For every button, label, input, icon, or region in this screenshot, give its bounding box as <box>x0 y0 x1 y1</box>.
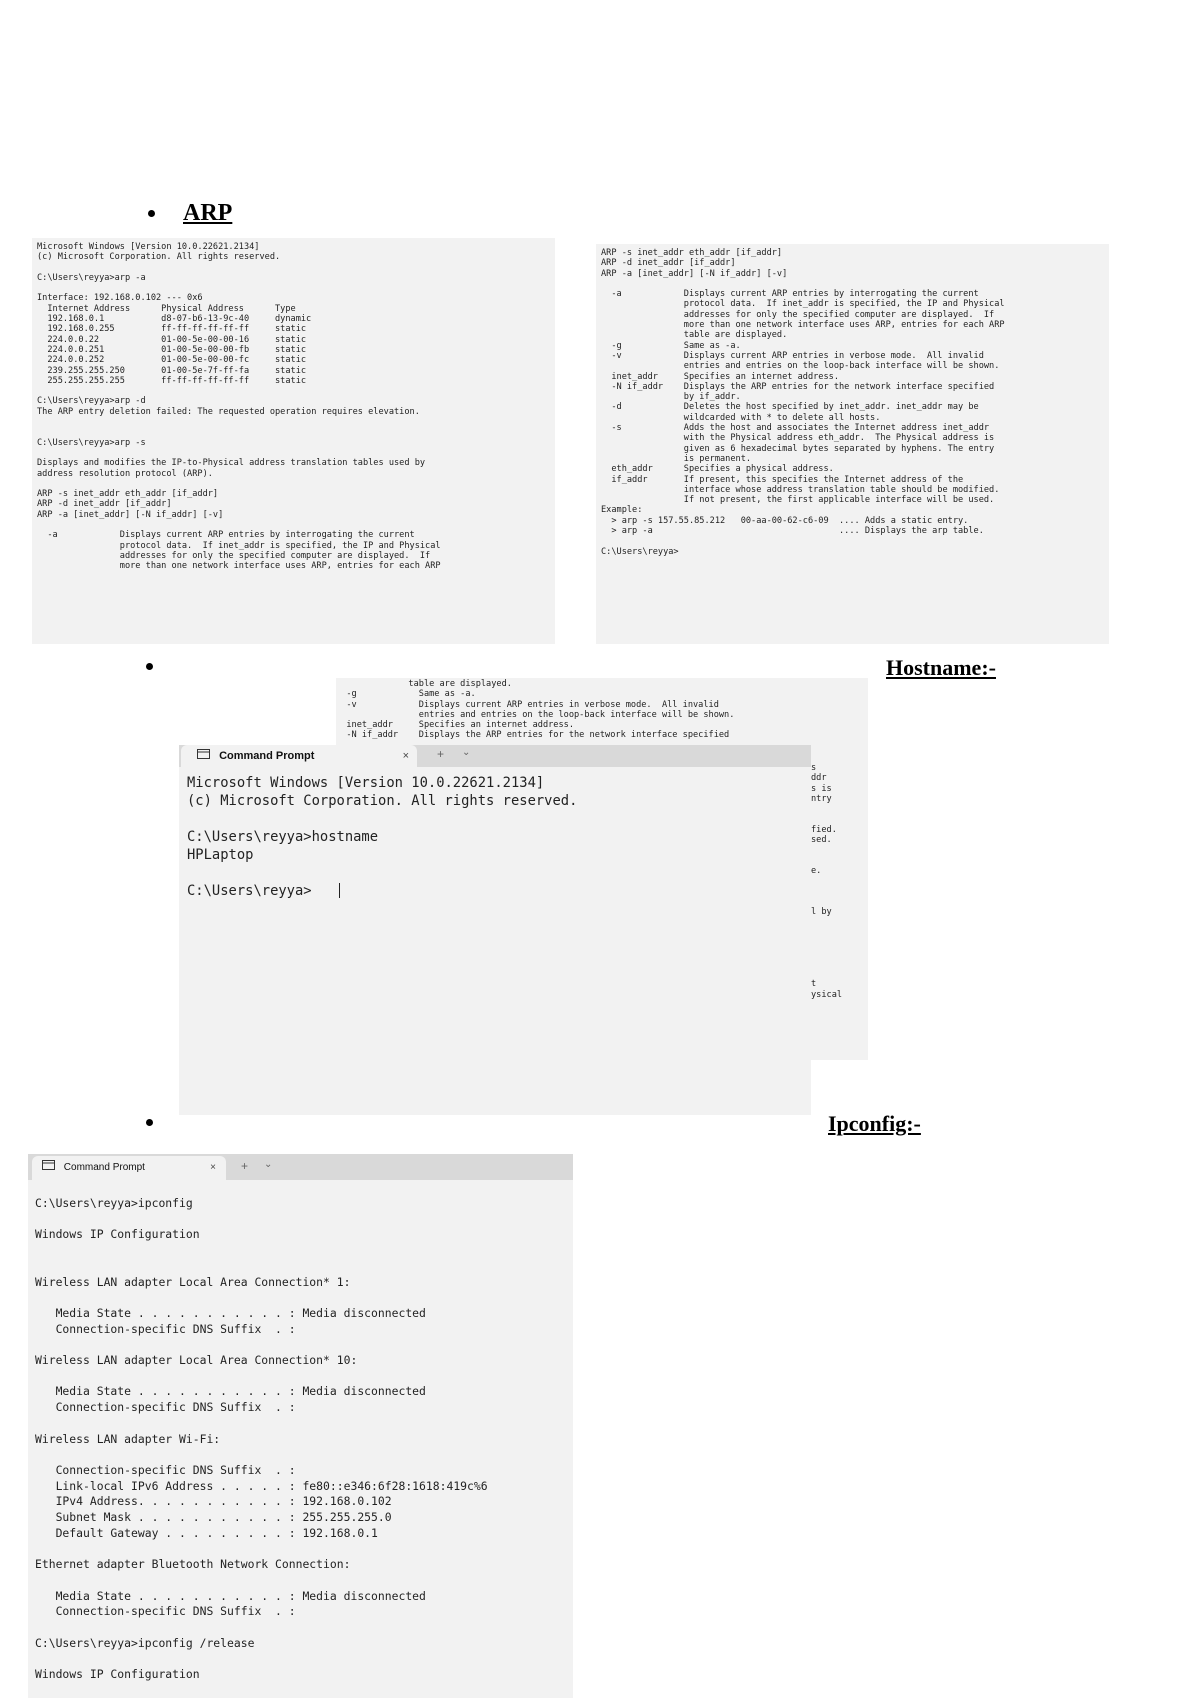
chevron-down-icon[interactable]: ⌄ <box>264 1159 273 1170</box>
close-icon[interactable]: × <box>402 750 409 762</box>
plus-icon[interactable]: + <box>437 747 445 761</box>
arp-behind-output: table are displayed. -g Same as -a. -v Displays current ARP entries in verbose mode. All invalid entries and entries on the loop-back interface will be shown. inet_addr Specifies an internet address. -N if_addr Displays the ARP entries for the network interface specified <box>346 679 735 741</box>
heading-arp: ARP <box>183 200 233 226</box>
terminal-icon <box>42 1156 55 1180</box>
ipconfig-terminal-window <box>28 1154 573 1698</box>
hostname-tab-title: Command Prompt <box>219 750 315 763</box>
ipconfig-output: C:\Users\reyya>ipconfig Windows IP Configuration Wireless LAN adapter Local Area Connection* 1: Media State . . . . . . . . . . . : Media disconnected Connection-specific DNS Suffix . : Wireless LAN adapter Local Area Connection* 10: Media State . . . . . . . . . . . : Media disconnected Connection-specific DNS Suffix . : Wireless LAN adapter Wi-Fi: Connection-specific DNS Suffix . : Link-local IPv6 Address . . . . . : fe80::e346:6f28:1618:419c%6 IPv4 Address. . . . . . . . . . . : 192.168.0.102 Subnet Mask . . . . . . . . . . . : 255.255.255.0 Default Gateway . . . . . . . . . : 192.168.0.1 Ethernet adapter Bluetooth Network Connection: Media State . . . . . . . . . . . : Media disconnected Connection-specific DNS Suffix . : C:\Users\reyya>ipconfig /release Windows IP Configuration <box>35 1196 488 1682</box>
chevron-down-icon[interactable]: ⌄ <box>462 747 471 758</box>
arp-screenshot-left <box>32 238 555 644</box>
hostname-tab[interactable] <box>181 745 417 767</box>
hostname-output: Microsoft Windows [Version 10.0.22621.2134] (c) Microsoft Corporation. All rights reserved. C:\Users\reyya>hostname HPLaptop C:\Users\reyya> <box>187 775 578 899</box>
arp-right-output: ARP -s inet_addr eth_addr [if_addr] ARP -d inet_addr [if_addr] ARP -a [inet_addr] [-N if_addr] [-v] -a Displays current ARP entries by interrogating the current protocol data. If inet_addr is specified, the IP and Physical addresses for only the specified computer are displayed. If more than one network interface uses ARP, entries for each ARP table are displayed. -g Same as -a. -v Displays current ARP entries in verbose mode. All invalid entries and entries on the loop-back interface will be shown. inet_addr Specifies an internet address. -N if_addr Displays the ARP entries for the network interface specified by if_addr. -d Deletes the host specified by inet_addr. inet_addr may be wildcarded with * to delete all hosts. -s Adds the host and associates the Internet address inet_addr with the Physical address eth_addr. The Physical address is given as 6 hexadecimal bytes separated by hyphens. The entry is permanent. eth_addr Specifies a physical address. if_addr If present, this specifies the Internet address of the interface whose address translation table should be modified. If not present, the first applicable interface will be used. Example: > arp -s 157.55.85.212 00-aa-00-62-c6-09 .... Adds a static entry. > arp -a .... Displays the arp table. C:\Users\reyya> <box>601 248 1005 557</box>
terminal-icon <box>197 745 210 767</box>
arp-screenshot-right <box>596 244 1109 644</box>
arp-behind-right-fragments: s ddr s is ntry fied. sed. e. l by t ysical <box>811 763 843 1000</box>
ipconfig-tab-bar <box>28 1154 573 1180</box>
heading-hostname: Hostname:- <box>886 655 996 680</box>
plus-icon[interactable]: + <box>241 1159 249 1173</box>
heading-ipconfig: Ipconfig:- <box>828 1111 921 1136</box>
bullet-hostname <box>146 663 153 670</box>
bullet-arp <box>148 210 155 217</box>
close-icon[interactable]: × <box>210 1162 216 1173</box>
arp-left-output: Microsoft Windows [Version 10.0.22621.2134] (c) Microsoft Corporation. All rights reserved. C:\Users\reyya>arp -a Interface: 192.168.0.102 --- 0x6 Internet Address Physical Address Type 192.168.0.1 d8-07-b6-13-9c-40 dynamic 192.168.0.255 ff-ff-ff-ff-ff-ff static 224.0.0.22 01-00-5e-00-00-16 static 224.0.0.251 01-00-5e-00-00-fb static 224.0.0.252 01-00-5e-00-00-fc static 239.255.255.250 01-00-5e-7f-ff-fa static 255.255.255.255 ff-ff-ff-ff-ff-ff static C:\Users\reyya>arp -d The ARP entry deletion failed: The requested operation requires elevation. C:\Users\reyya>arp -s Displays and modifies the IP-to-Physical address translation tables used by address resolution protocol (ARP). ARP -s inet_addr eth_addr [if_addr] ARP -d inet_addr [if_addr] ARP -a [inet_addr] [-N if_addr] [-v] -a Displays current ARP entries by interrogating the current protocol data. If inet_addr is specified, the IP and Physical addresses for only the specified computer are displayed. If more than one network interface uses ARP, entries for each ARP <box>37 242 441 572</box>
bullet-ipconfig <box>146 1119 153 1126</box>
ipconfig-tab[interactable] <box>32 1156 226 1180</box>
hostname-terminal-window <box>179 745 811 1115</box>
hostname-tab-bar <box>179 745 811 767</box>
text-cursor <box>339 883 340 898</box>
ipconfig-tab-title: Command Prompt <box>63 1162 145 1173</box>
